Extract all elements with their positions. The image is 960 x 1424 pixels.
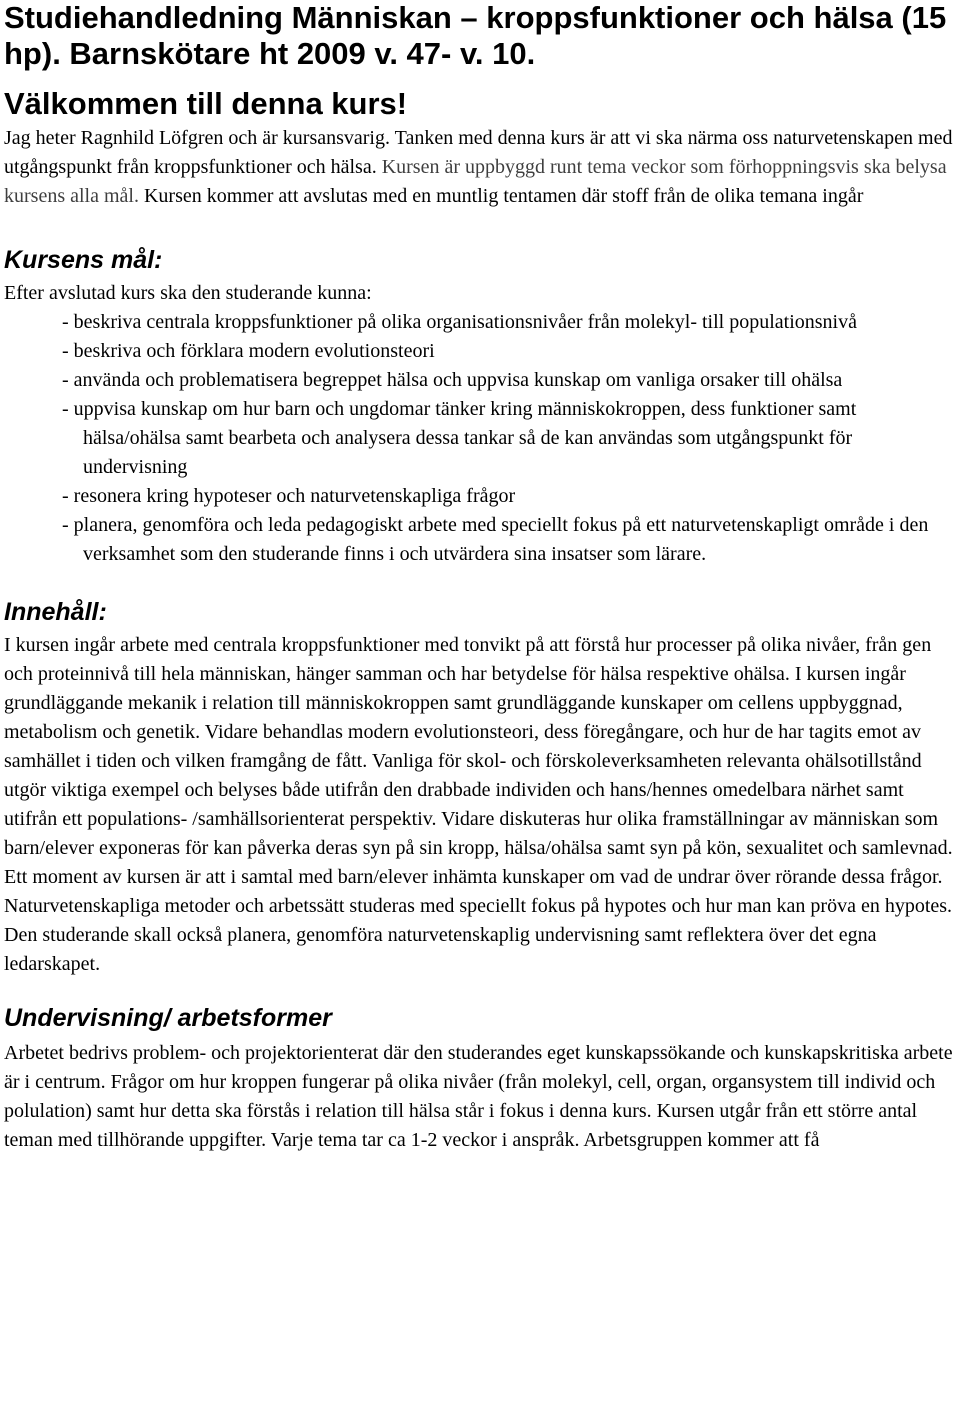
intro-text-end: Kursen kommer att avslutas med en muntlig tentamen där stoff från de olika temana ingår: [143, 185, 864, 207]
content-heading: Innehåll:: [4, 598, 107, 626]
goal-item: - uppvisa kunskap om hur barn och ungdomar tänker kring människokroppen, dess funktioner samt hälsa/ohälsa samt bearbeta och analysera dessa tankar så de kan användas som utgångspunkt för undervisning: [62, 398, 857, 478]
goal-item: - beskriva centrala kroppsfunktioner på olika organisationsnivåer från molekyl- till populationsnivå: [62, 311, 857, 333]
welcome-heading: Välkommen till denna kurs!: [4, 86, 408, 121]
content-paragraph: I kursen ingår arbete med centrala kroppsfunktioner med tonvikt på att förstå hur processer på olika nivåer, från gen och proteinnivå till hela människan, hänger samman och har betydelse för hälsa respektive ohälsa. I kursen ingår grundläggande mekanik i relation till människokroppen samt grundläggande kunskaper om cellens uppbyggnad, metabolism och genetik. Vidare behandlas modern evolutionsteori, dess föregångare, och hur de har tagits emot av samhället i tiden och vilken framgång de fått. Vanliga för skol- och förskoleverksamheten relevanta ohälsotillstånd utgör viktiga exempel och belyses både utifrån den drabbade individen och hans/hennes omedelbara närhet samt utifrån ett populations- /samhällsorienterat perspektiv. Vidare diskuteras hur olika framställningar av människan som barn/elever exponeras för kan påverka deras syn på sin kropp, hälsa/ohälsa samt syn på kön, sexualitet och samlevnad. Ett moment av kursen är att i samtal med barn/elever inhämta kunskaper om vad de undrar över rörande dessa frågor. Naturvetenskapliga metoder och arbetssätt studeras med speciellt fokus på hypotes och hur man kan pröva en hypotes. Den studerande skall också planera, genomföra naturvetenskaplig undervisning samt reflektera över det egna ledarskapet.: [4, 634, 953, 975]
goal-item: - använda och problematisera begreppet hälsa och uppvisa kunskap om vanliga orsaker till ohälsa: [62, 369, 843, 391]
goals-heading: Kursens mål:: [4, 246, 163, 274]
goal-item: - planera, genomföra och leda pedagogiskt arbete med speciellt fokus på ett naturvetenskapligt område i den verksamhet som den studerande finns i och utvärdera sina insatser som lärare.: [62, 514, 929, 565]
goals-list: [4, 308, 956, 569]
intro-text: Jag heter Ragnhild Löfgren och är kursansvarig. Tanken med denna kurs är att vi ska närma oss naturvetenskapen med utgångspunkt från kroppsfunktioner och hälsa.: [4, 127, 953, 178]
goal-item: - resonera kring hypoteser och naturvetenskapliga frågor: [62, 485, 516, 507]
goals-lead: Efter avslutad kurs ska den studerande kunna:: [4, 282, 372, 304]
intro-text-muted: Kursen är uppbyggd runt tema veckor som förhoppningsvis ska belysa kursens alla mål.: [4, 156, 947, 207]
intro-paragraph: [4, 124, 956, 211]
goal-item: - beskriva och förklara modern evolutionsteori: [62, 340, 435, 362]
teaching-heading: Undervisning/ arbetsformer: [4, 1004, 332, 1032]
teaching-paragraph: Arbetet bedrivs problem- och projektorienterat där den studerandes eget kunskapssökande och kunskapskritiska arbete är i centrum. Frågor om hur kroppen fungerar på olika nivåer (från molekyl, cell, organ, organsystem till individ och polulation) samt hur detta ska förstås i relation till hälsa står i fokus i denna kurs. Kursen utgår från ett större antal teman med tillhörande uppgifter. Varje tema tar ca 1-2 veckor i anspråk. Arbetsgruppen kommer att få: [4, 1042, 953, 1151]
document-title: Studiehandledning Människan – kroppsfunktioner och hälsa (15 hp). Barnskötare ht 2009 v. 47- v. 10.: [4, 0, 947, 71]
